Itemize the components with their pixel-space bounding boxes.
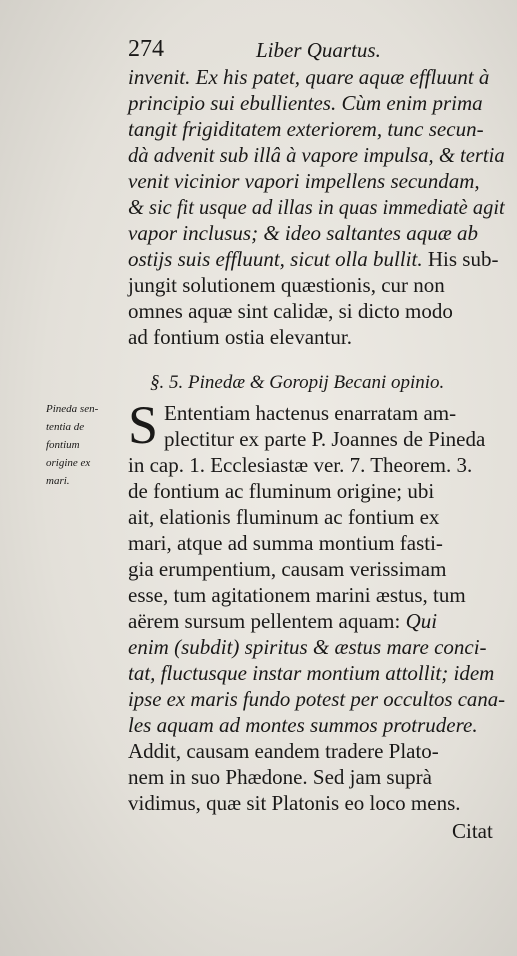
text-line: aërem sursum pellentem aquam: Qui — [128, 609, 438, 633]
catchword: Citat — [452, 819, 493, 843]
margin-note-line: fontium — [46, 439, 80, 451]
text-line: ostijs suis effluunt, sicut olla bullit. His sub- — [128, 247, 499, 271]
text-line: omnes aquæ sint calidæ, si dicto modo — [128, 299, 453, 323]
text-line: vidimus, quæ sit Platonis eo loco mens. — [128, 791, 461, 815]
margin-note — [46, 400, 124, 490]
text-line: nem in suo Phædone. Sed jam suprà — [128, 765, 432, 789]
text-line: enim (subdit) spiritus & æstus mare conci- — [128, 635, 487, 659]
text-line: Addit, causam eandem tradere Plato- — [128, 739, 439, 763]
margin-note-line: Pineda sen- — [46, 403, 99, 415]
text-line: esse, tum agitationem marini æstus, tum — [128, 583, 466, 607]
margin-note-line: tentia de — [46, 421, 85, 433]
drop-cap: S — [128, 395, 159, 455]
text-line: dà advenit sub illâ à vapore impulsa, & tertia — [128, 143, 505, 167]
text-line: tat, fluctusque instar montium attollit; idem — [128, 661, 495, 685]
text-line: ad fontium ostia elevantur. — [128, 325, 352, 349]
text-line: gia erumpentium, causam verissimam — [128, 557, 447, 581]
text-line: in cap. 1. Ecclesiastæ ver. 7. Theorem. 3. — [128, 453, 473, 477]
text-line: principio sui ebullientes. Cùm enim prima — [128, 91, 483, 115]
running-head: Liber Quartus. — [256, 38, 381, 62]
text-line: & sic fit usque ad illas in quas immediatè agit — [128, 195, 505, 219]
text-line: plectitur ex parte P. Joannes de Pineda — [164, 427, 486, 451]
page-number: 274 — [128, 36, 164, 62]
text-line: ait, elationis fluminum ac fontium ex — [128, 505, 440, 529]
text-line: invenit. Ex his patet, quare aquæ effluunt à — [128, 65, 490, 89]
text-line: jungit solutionem quæstionis, cur non — [128, 273, 445, 297]
margin-note-line: origine ex — [46, 457, 91, 469]
text-line: venit vicinior vapori impellens secundam, — [128, 169, 480, 193]
text-line: les aquam ad montes summos protrudere. — [128, 713, 478, 737]
text-line: mari, atque ad summa montium fasti- — [128, 531, 443, 555]
section-heading: §. 5. Pinedæ & Goropij Becani opinio. — [150, 372, 445, 393]
margin-note-line: mari. — [46, 475, 70, 487]
text-line: ipse ex maris fundo potest per occultos cana- — [128, 687, 506, 711]
text-line: tangit frigiditatem exteriorem, tunc secun- — [128, 117, 484, 141]
text-line: de fontium ac fluminum origine; ubi — [128, 479, 435, 503]
text-line: vapor inclusus; & ideo saltantes aquæ ab — [128, 221, 478, 245]
page-header — [128, 36, 498, 66]
text-line: Ententiam hactenus enarratam am- — [164, 401, 457, 425]
